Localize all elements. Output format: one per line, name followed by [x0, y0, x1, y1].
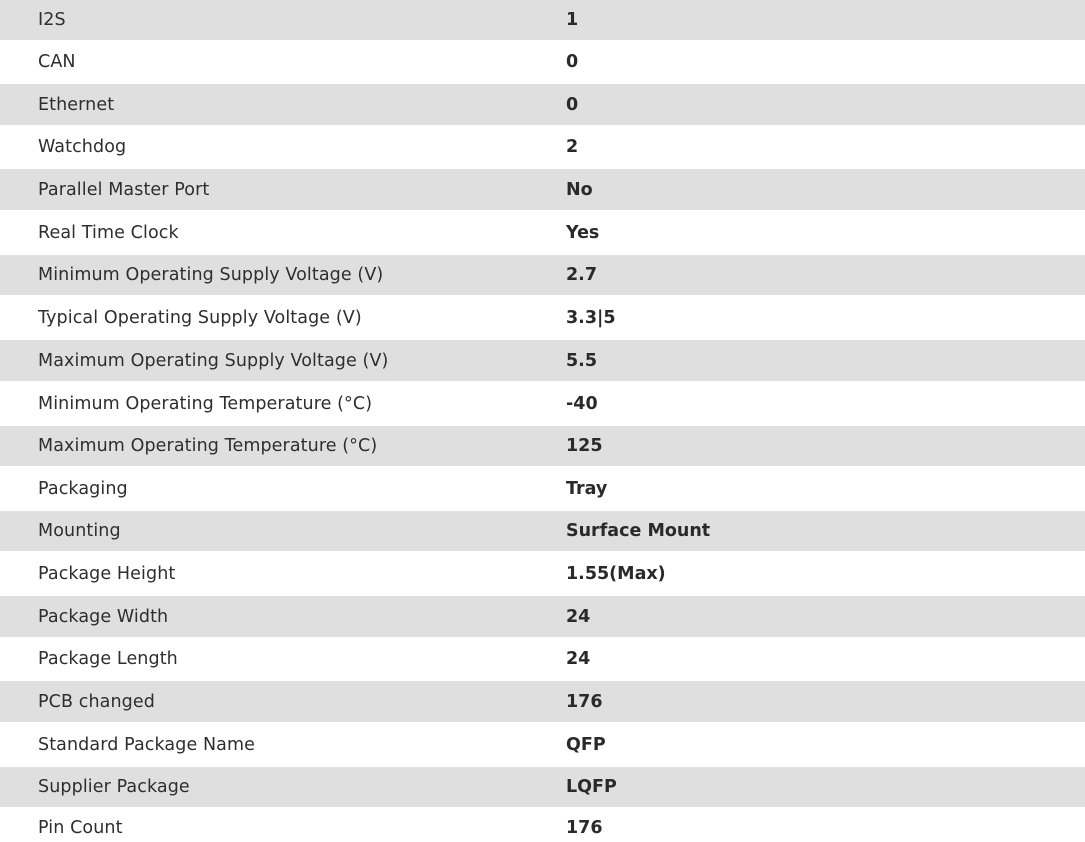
spec-row-package-height	[0, 551, 1085, 596]
spec-row-i2s	[0, 0, 1085, 40]
spec-label: Minimum Operating Supply Voltage (V)	[38, 265, 384, 285]
spec-label: I2S	[38, 10, 66, 30]
spec-value: Yes	[566, 222, 600, 243]
spec-value: 2.7	[566, 265, 598, 285]
spec-label: Maximum Operating Temperature (°C)	[38, 436, 378, 456]
spec-label: Supplier Package	[38, 777, 190, 797]
spec-value: 5.5	[566, 350, 598, 371]
spec-row-min-supply-voltage	[0, 255, 1085, 295]
spec-row-can	[0, 40, 1085, 84]
spec-value: 24	[566, 606, 591, 627]
spec-value: 125	[566, 436, 603, 456]
spec-label: Minimum Operating Temperature (°C)	[38, 393, 373, 414]
spec-label: Maximum Operating Supply Voltage (V)	[38, 350, 389, 371]
spec-row-watchdog	[0, 125, 1085, 169]
spec-value: 176	[566, 691, 603, 712]
spec-row-ethernet	[0, 84, 1085, 125]
spec-label: Typical Operating Supply Voltage (V)	[38, 307, 362, 328]
spec-row-typ-supply-voltage	[0, 295, 1085, 340]
spec-value: QFP	[566, 734, 606, 755]
spec-value: -40	[566, 393, 598, 414]
spec-value: Tray	[566, 478, 608, 499]
spec-value: LQFP	[566, 777, 617, 797]
spec-label: Pin Count	[38, 818, 123, 838]
spec-label: Ethernet	[38, 94, 115, 115]
spec-row-max-supply-voltage	[0, 340, 1085, 381]
spec-row-pcb-changed	[0, 681, 1085, 722]
spec-value: 2	[566, 137, 579, 157]
spec-label: Package Height	[38, 563, 176, 584]
spec-label: PCB changed	[38, 691, 155, 712]
spec-row-packaging	[0, 466, 1085, 511]
spec-row-parallel-master-port	[0, 169, 1085, 210]
spec-label: Packaging	[38, 478, 128, 499]
spec-label: Mounting	[38, 521, 121, 541]
spec-value: 0	[566, 52, 579, 72]
spec-label: Real Time Clock	[38, 222, 179, 243]
spec-row-package-length	[0, 637, 1085, 681]
spec-row-standard-package-name	[0, 722, 1085, 767]
spec-row-max-temperature	[0, 426, 1085, 466]
spec-row-real-time-clock	[0, 210, 1085, 255]
spec-label: Watchdog	[38, 137, 127, 157]
spec-value: 24	[566, 649, 591, 669]
spec-row-min-temperature	[0, 381, 1085, 426]
spec-row-mounting	[0, 511, 1085, 551]
spec-label: CAN	[38, 52, 76, 72]
spec-label: Package Width	[38, 606, 169, 627]
spec-value: 176	[566, 818, 603, 838]
spec-label: Package Length	[38, 649, 178, 669]
spec-value: No	[566, 179, 593, 200]
spec-value: 0	[566, 94, 579, 115]
spec-row-package-width	[0, 596, 1085, 637]
spec-value: 1	[566, 10, 579, 30]
spec-row-supplier-package	[0, 767, 1085, 807]
spec-label: Parallel Master Port	[38, 179, 210, 200]
spec-value: Surface Mount	[566, 521, 711, 541]
spec-label: Standard Package Name	[38, 734, 256, 755]
spec-value: 1.55(Max)	[566, 563, 666, 584]
spec-row-pin-count	[0, 807, 1085, 842]
spec-value: 3.3|5	[566, 307, 616, 328]
